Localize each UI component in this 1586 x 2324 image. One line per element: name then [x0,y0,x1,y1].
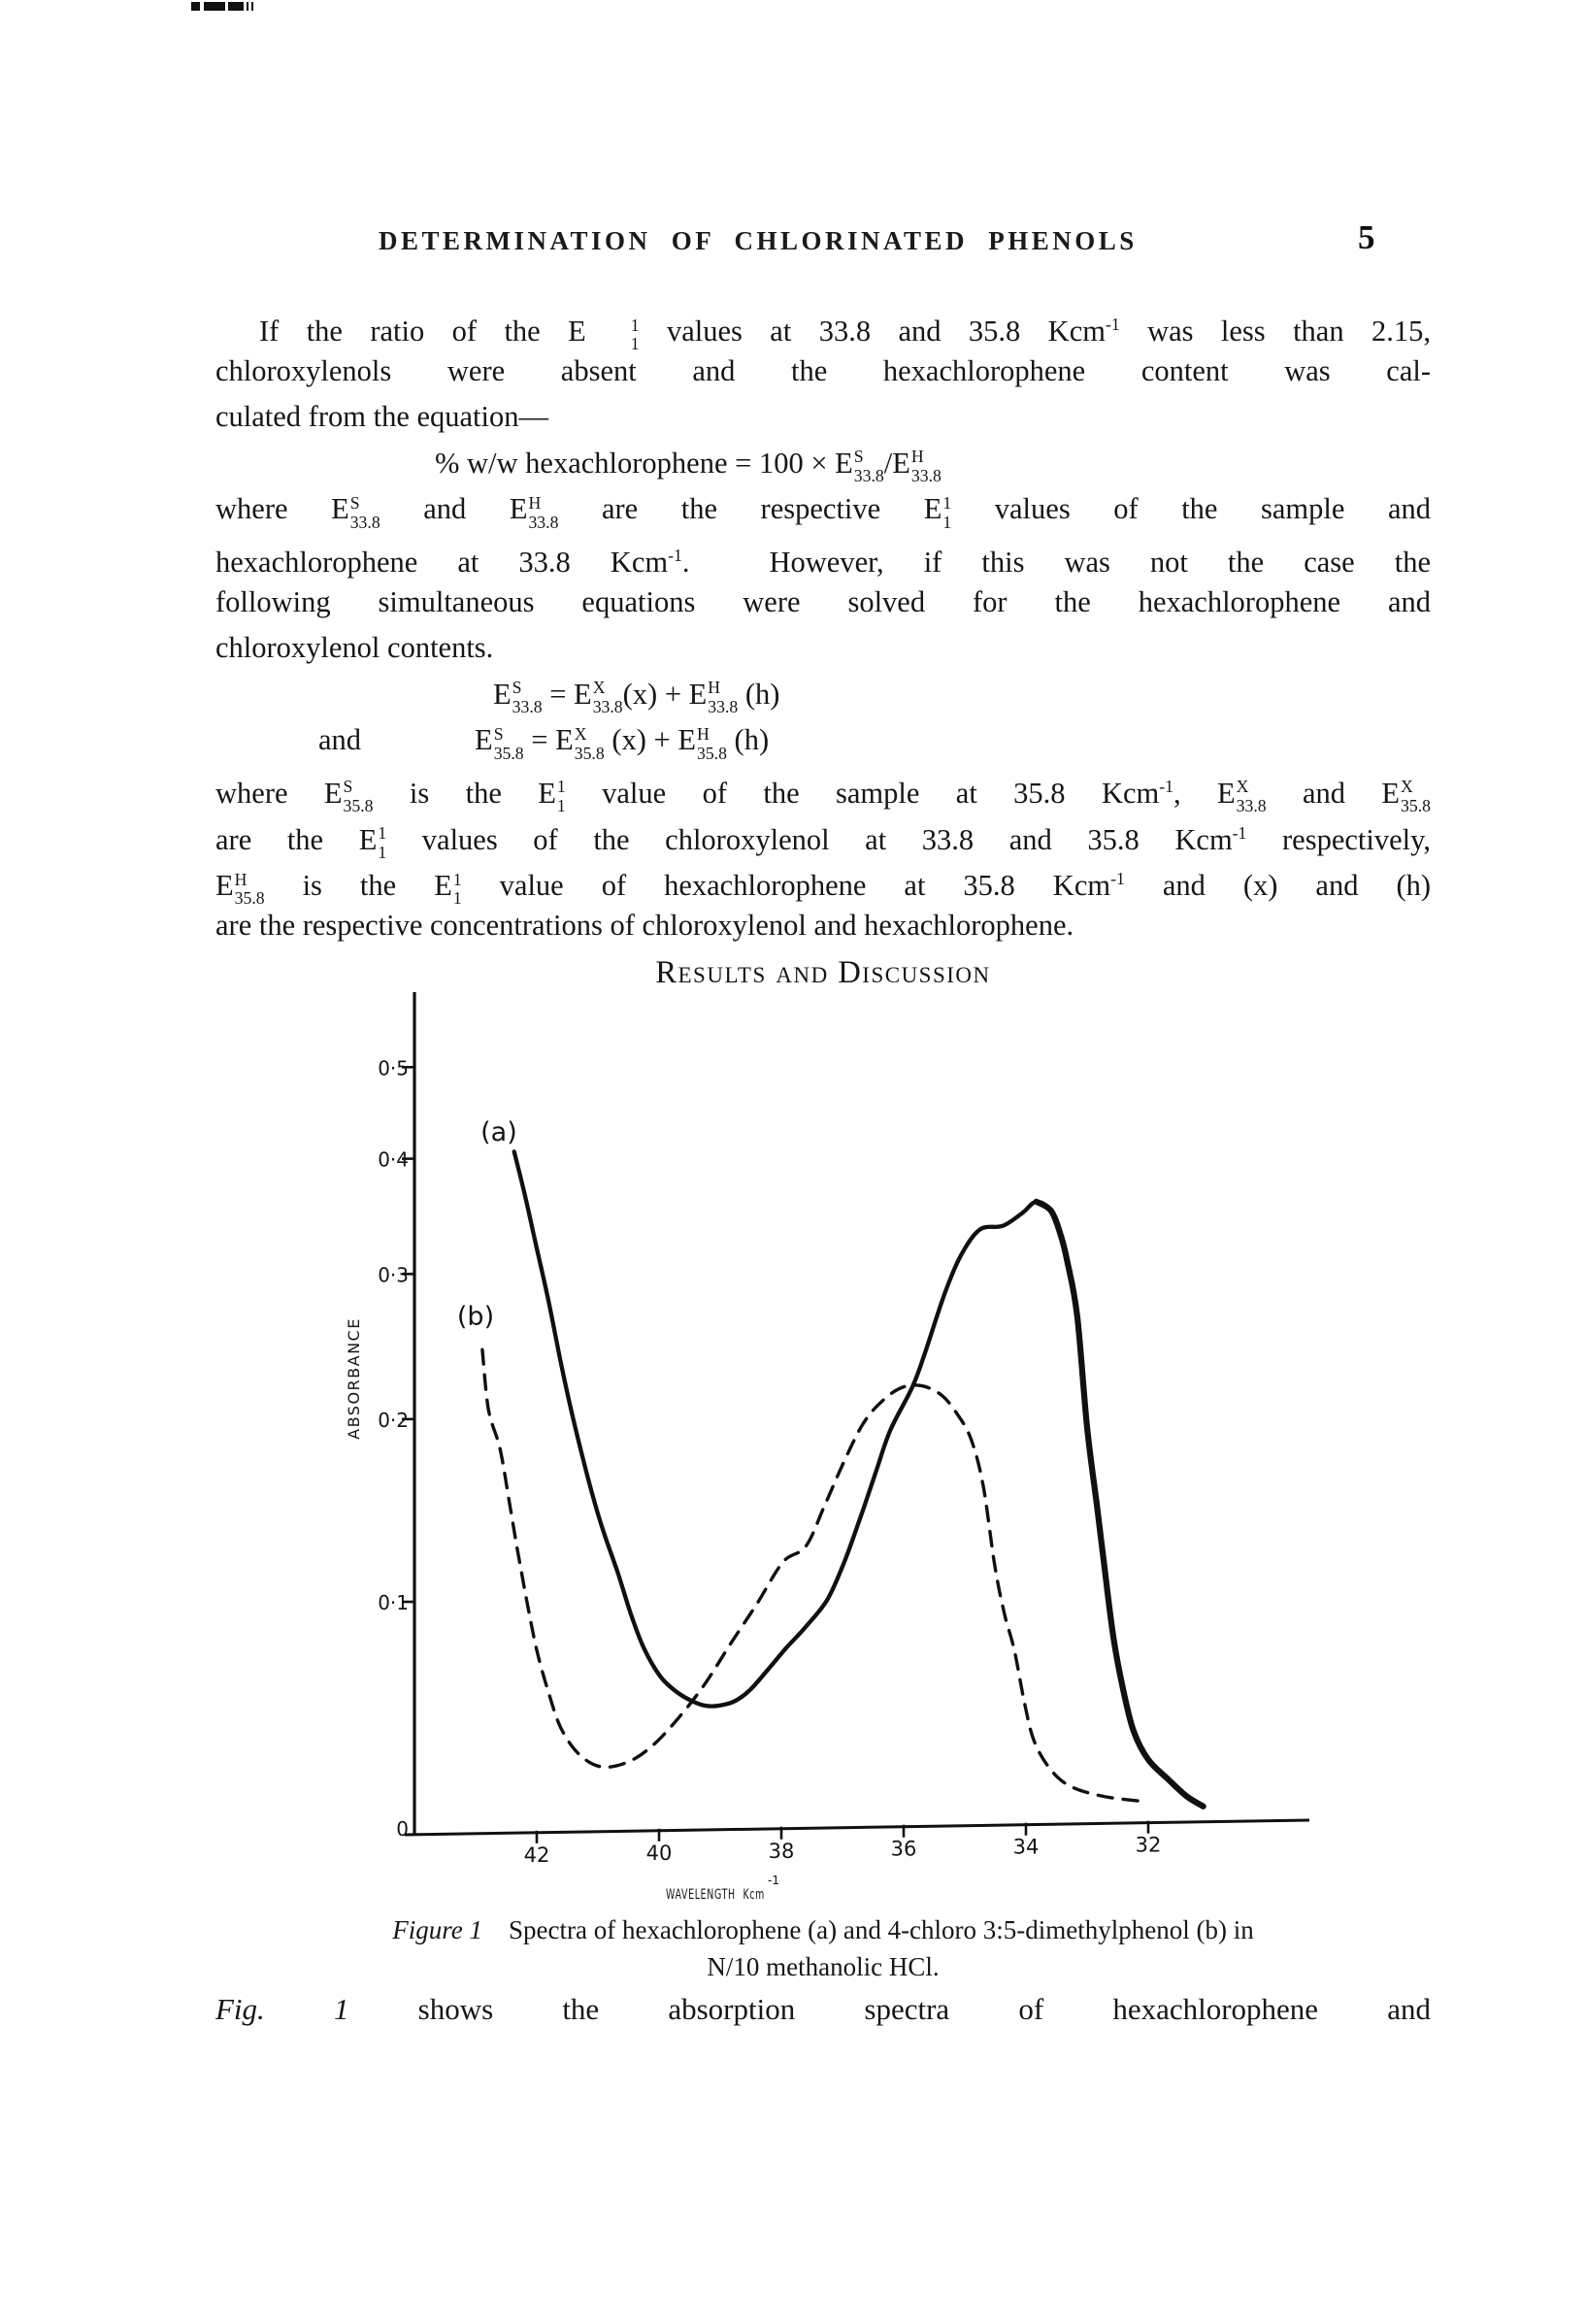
figure-caption [175,1911,1471,1985]
curve-a-heavy-limb [1037,1202,1204,1807]
body-line-6: hexachlorophene at 33.8 Kcm$^{-1}$. However, if this was not the case the [215,545,1431,580]
wavelength-axis-label: WAVELENGTH Kcm [666,1887,765,1903]
equation-percent-ww: % w/w hexachlorophene = 100 × E S 33.8 /E H 33.8 [435,446,942,485]
and-connector: and [318,723,362,757]
y-tick-label: 0·1 [378,1591,409,1615]
x-tick-label: 40 [645,1841,673,1865]
figure-1-chart [223,982,1407,1910]
body-line-13: E H 35.8 is the E 1 1 value of hexachlorophene at 35.8 Kcm$^{-1}$ and (x) and (h) [215,869,1432,909]
y-tick-label: 0·5 [378,1056,409,1080]
y-tick-label: 0·2 [378,1408,409,1432]
body-text [215,302,1431,948]
x-tick-label: 42 [523,1843,550,1867]
equation-simultaneous-2-row [215,717,1431,764]
body-line-8: chloroxylenol contents. [215,631,494,665]
y-tick-label: 0·3 [378,1263,409,1287]
body-line-14: are the respective concentrations of chloroxylenol and hexachlorophene. [215,908,1074,942]
body-line-3: culated from the equation— [215,400,549,434]
body-line-12: are the E 1 1 values of the chloroxylenol at 33.8 and 35.8 Kcm$^{-1}$ respectively, [215,822,1431,862]
curve-label-a: (a) [480,1116,517,1147]
x-tick-label: 38 [768,1839,795,1863]
y-tick-label: 0·4 [378,1147,409,1172]
body-line-7: following simultaneous equations were solved for the hexachlorophene and [215,584,1431,618]
y-tick-label: 0 [396,1817,409,1841]
body-line-11: where E S 35.8 is the E 1 1 value of the sample at 35.8 Kcm$^{-1}$, E X 33.8 and E X 35.8 [215,776,1431,816]
curve-label-b: (b) [456,1302,495,1333]
x-tick-label: 34 [1012,1835,1040,1859]
figure-caption-line-1: Figure 1 Spectra of hexachlorophene (a) and 4-chloro 3:5-dimethylphenol (b) in [392,1915,1254,1944]
x-tick-label: 36 [890,1837,917,1861]
x-axis-line [405,1820,1309,1835]
body-line-2: chloroxylenols were absent and the hexachlorophene content was cal- [215,353,1431,387]
closing-paragraph: Fig. 1 shows the absorption spectra of hexachlorophene and [215,1992,1431,2026]
curve-b-dashed [482,1349,1142,1801]
body-line-1: If the ratio of the E 1 1 values at 33.8 and 35.8 Kcm$^{-1}$ was less than 2.15, [259,315,1431,354]
wavelength-axis-exponent: -1 [768,1874,779,1887]
scan-artifact [191,2,255,11]
running-header: DETERMINATION OF CHLORINATED PHENOLS [379,226,1138,255]
figure-caption-line-2: N/10 methanolic HCl. [707,1952,940,1981]
equation-simultaneous-1: E S 33.8 = E X 33.8 (x) + E H 33.8 (h) [493,677,780,716]
curve-a-solid [514,1151,1204,1807]
section-heading: Results and Discussion [655,955,991,990]
x-tick-label: 32 [1135,1833,1162,1857]
body-line-5: where E S 33.8 and E H 33.8 are the respective E 1 1 values of the sample and [215,492,1431,532]
equation-simultaneous-2: E S 35.8 = E X 35.8 (x) + E H 35.8 (h) [475,723,770,763]
page-number: 5 [1358,218,1375,256]
absorbance-axis-label: ABSORBANCE [345,1317,363,1440]
